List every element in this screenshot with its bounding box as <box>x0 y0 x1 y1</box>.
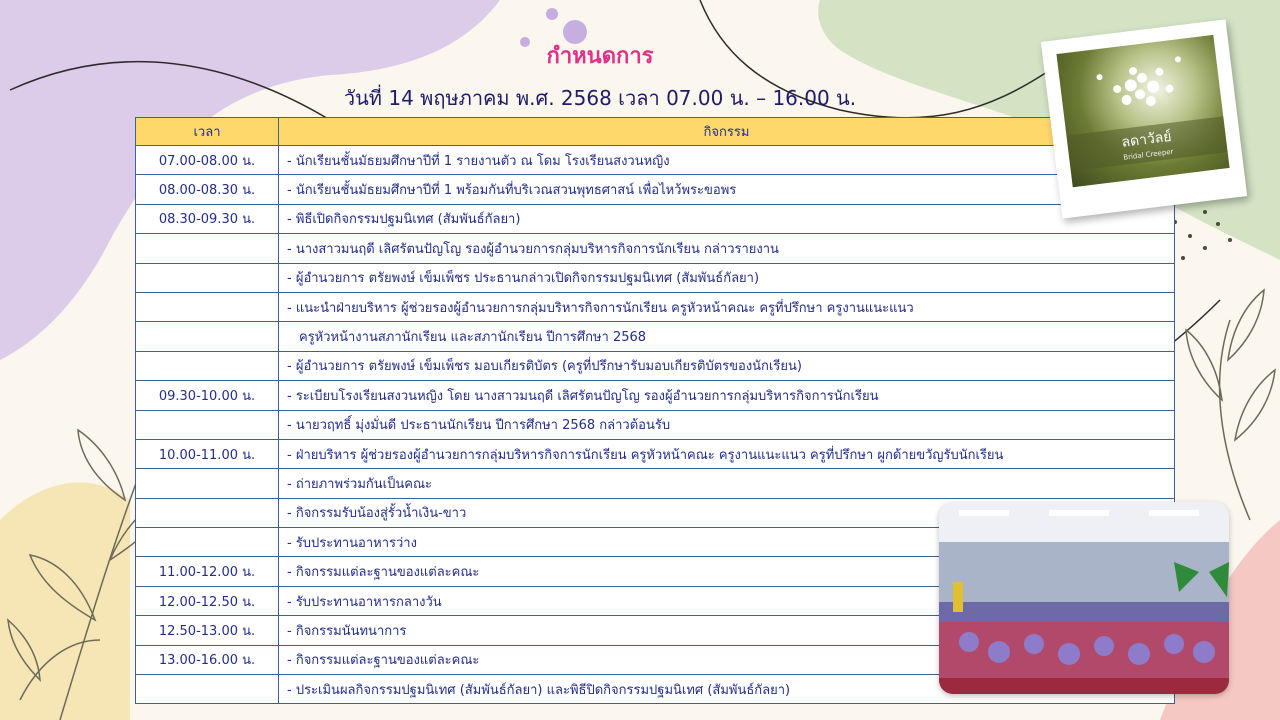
table-row <box>136 146 1175 175</box>
time-cell <box>136 351 279 380</box>
time-cell: 12.50-13.00 น. <box>136 616 279 645</box>
activity-cell: - นักเรียนชั้นมัธยมศึกษาปีที่ 1 พร้อมกันที่บริเวณสวนพุทธศาสน์ เพื่อไหว้พระขอพร <box>279 175 1175 204</box>
time-cell <box>136 263 279 292</box>
table-row <box>136 381 1175 410</box>
time-cell: 13.00-16.00 น. <box>136 645 279 674</box>
table-row <box>136 410 1175 439</box>
activity-cell: - นายวฤทธิ์ มุ่งมั่นดี ประธานนักเรียน ปีการศึกษา 2568 กล่าวต้อนรับ <box>279 410 1175 439</box>
time-cell <box>136 410 279 439</box>
table-row <box>136 351 1175 380</box>
activity-cell: - รับประทานอาหารว่าง <box>279 528 1175 557</box>
activity-cell: - นักเรียนชั้นมัธยมศึกษาปีที่ 1 รายงานตัว ณ โดม โรงเรียนสงวนหญิง <box>279 146 1175 175</box>
flower-polaroid <box>1041 19 1247 218</box>
table-row <box>136 175 1175 204</box>
time-cell <box>136 292 279 321</box>
activity-cell: - ประเมินผลกิจกรรมปฐมนิเทศ (สัมพันธ์กัลยา) และพิธีปิดกิจกรรมปฐมนิเทศ (สัมพันธ์กัลยา) <box>279 675 1175 704</box>
time-cell <box>136 675 279 704</box>
activity-cell: - นางสาวมนฤดี เลิศรัตนปัญโญ รองผู้อำนวยการกลุ่มบริหารกิจการนักเรียน กล่าวรายงาน <box>279 234 1175 263</box>
activity-column-header: กิจกรรม <box>279 118 1175 146</box>
activity-cell: - ผู้อำนวยการ ตรัยพงษ์ เข็มเพ็ชร ประธานกล่าวเปิดกิจกรรมปฐมนิเทศ (สัมพันธ์กัลยา) <box>279 263 1175 292</box>
activity-cell: - กิจกรรมแต่ละฐานของแต่ละคณะ <box>279 557 1175 586</box>
table-row <box>136 204 1175 233</box>
flower-caption-en: Bridal Creeper <box>1122 147 1174 162</box>
activity-cell: - กิจกรรมนันทนาการ <box>279 616 1175 645</box>
table-row <box>136 234 1175 263</box>
activity-cell: - ฝ่ายบริหาร ผู้ช่วยรองผู้อำนวยการกลุ่มบริหารกิจการนักเรียน ครูหัวหน้าคณะ ครูงานแนะแนว ครูที่ปรึกษา ผูกด้ายขวัญรับนักเรียน <box>279 439 1175 468</box>
activity-cell: - ถ่ายภาพร่วมกันเป็นคณะ <box>279 469 1175 498</box>
page-subtitle: วันที่ 14 พฤษภาคม พ.ศ. 2568 เวลา 07.00 น. – 16.00 น. <box>343 86 857 110</box>
activity-cell: ครูหัวหน้างานสภานักเรียน และสภานักเรียน ปีการศึกษา 2568 <box>279 322 1175 351</box>
activity-cell: - ผู้อำนวยการ ตรัยพงษ์ เข็มเพ็ชร มอบเกียรติบัตร (ครูที่ปรึกษารับมอบเกียรติบัตรของนักเรียน) <box>279 351 1175 380</box>
activity-cell: - กิจกรรมรับน้องสู่รั้วน้ำเงิน-ขาว <box>279 498 1175 527</box>
table-row <box>136 469 1175 498</box>
time-cell: 10.00-11.00 น. <box>136 439 279 468</box>
activity-cell: - กิจกรรมแต่ละฐานของแต่ละคณะ <box>279 645 1175 674</box>
time-cell: 12.00-12.50 น. <box>136 586 279 615</box>
activity-cell: - พิธีเปิดกิจกรรมปฐมนิเทศ (สัมพันธ์กัลยา) <box>279 204 1175 233</box>
table-row <box>136 263 1175 292</box>
activity-cell: - แนะนำฝ่ายบริหาร ผู้ช่วยรองผู้อำนวยการกลุ่มบริหารกิจการนักเรียน ครูหัวหน้าคณะ ครูที่ปรึกษา ครูงานแนะแนว <box>279 292 1175 321</box>
flower-caption-th: ลดาวัลย์ <box>1120 128 1173 151</box>
table-row <box>136 439 1175 468</box>
page-title: กำหนดการ <box>546 44 654 69</box>
ceremony-scene <box>939 502 1229 694</box>
ceremony-photo <box>939 502 1229 694</box>
time-column-header: เวลา <box>136 118 279 146</box>
time-cell: 11.00-12.00 น. <box>136 557 279 586</box>
activity-cell: - ระเบียบโรงเรียนสงวนหญิง โดย นางสาวมนฤดี เลิศรัตนปัญโญ รองผู้อำนวยการกลุ่มบริหารกิจการนักเรียน <box>279 381 1175 410</box>
time-cell: 07.00-08.00 น. <box>136 146 279 175</box>
time-cell <box>136 469 279 498</box>
time-cell: 08.30-09.30 น. <box>136 204 279 233</box>
table-header-row <box>136 118 1175 146</box>
flower-photo <box>1056 35 1229 187</box>
time-cell <box>136 322 279 351</box>
time-cell: 09.30-10.00 น. <box>136 381 279 410</box>
time-cell <box>136 528 279 557</box>
time-cell <box>136 234 279 263</box>
table-row <box>136 292 1175 321</box>
table-row <box>136 322 1175 351</box>
activity-cell: - รับประทานอาหารกลางวัน <box>279 586 1175 615</box>
time-cell <box>136 498 279 527</box>
time-cell: 08.00-08.30 น. <box>136 175 279 204</box>
